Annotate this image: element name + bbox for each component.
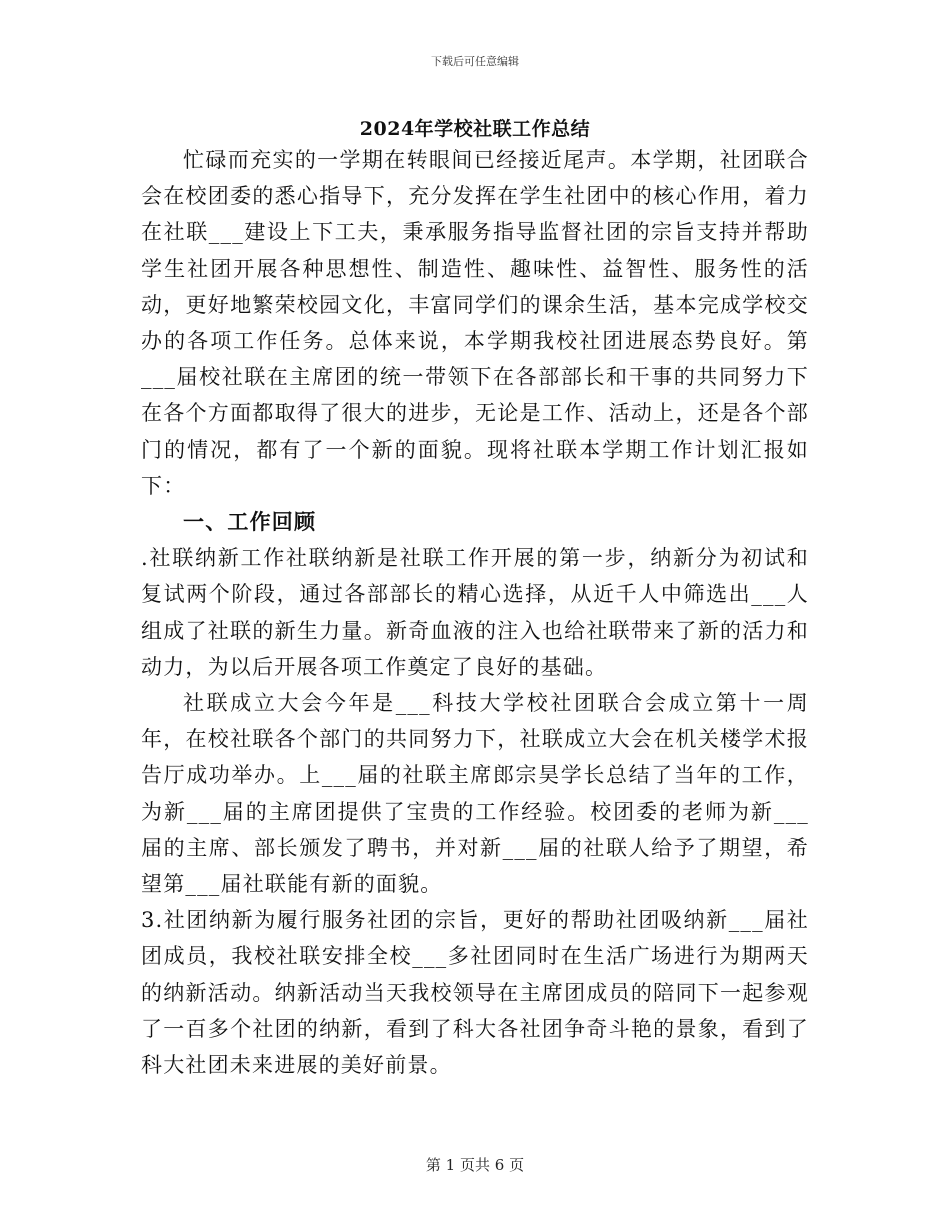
document-title: 2024年学校社联工作总结: [359, 118, 591, 140]
document-body: [141, 142, 809, 1083]
header-note: 下载后可任意编辑: [431, 55, 519, 68]
paragraph-founding-meeting: 社联成立大会今年是___科技大学校社团联合会成立第十一周年，在校社联各个部门的共同努力下，社联成立大会在机关楼学术报告厅成功举办。上___届的社联主席郎宗昊学长总结了当年的工作，为新___届的主席团提供了宝贵的工作经验。校团委的老师为新___届的主席、部长颁发了聘书，并对新___届的社联人给予了期望，希望第___届社联能有新的面貌。: [141, 691, 809, 897]
section-heading-review: 一、工作回顾: [183, 509, 317, 535]
page-number: 第 1 页共 6 页: [425, 1156, 525, 1174]
intro-paragraph: 忙碌而充实的一学期在转眼间已经接近尾声。本学期，社团联合会在校团委的悉心指导下，充分发挥在学生社团中的核心作用，着力在社联___建设上下工夫，秉承服务指导监督社团的宗旨支持并帮助学生社团开展各种思想性、制造性、趣味性、益智性、服务性的活动，更好地繁荣校园文化，丰富同学们的课余生活，基本完成学校交办的各项工作任务。总体来说，本学期我校社团进展态势良好。第___届校社联在主席团的统一带领下在各部部长和干事的共同努力下在各个方面都取得了很大的进步，无论是工作、活动上，还是各个部门的情况，都有了一个新的面貌。现将社联本学期工作计划汇报如下：: [141, 148, 809, 498]
paragraph-club-recruitment: 3.社团纳新为履行服务社团的宗旨，更好的帮助社团吸纳新___届社团成员，我校社联安排全校___多社团同时在生活广场进行为期两天的纳新活动。纳新活动当天我校领导在主席团成员的陪同下一起参观了一百多个社团的纳新，看到了科大各社团争奇斗艳的景象，看到了科大社团未来进展的美好前景。: [141, 908, 809, 1078]
paragraph-recruitment: .社联纳新工作社联纳新是社联工作开展的第一步，纳新分为初试和复试两个阶段，通过各部部长的精心选择，从近千人中筛选出___人组成了社联的新生力量。新奇血液的注入也给社联带来了新的活力和动力，为以后开展各项工作奠定了良好的基础。: [141, 546, 809, 679]
